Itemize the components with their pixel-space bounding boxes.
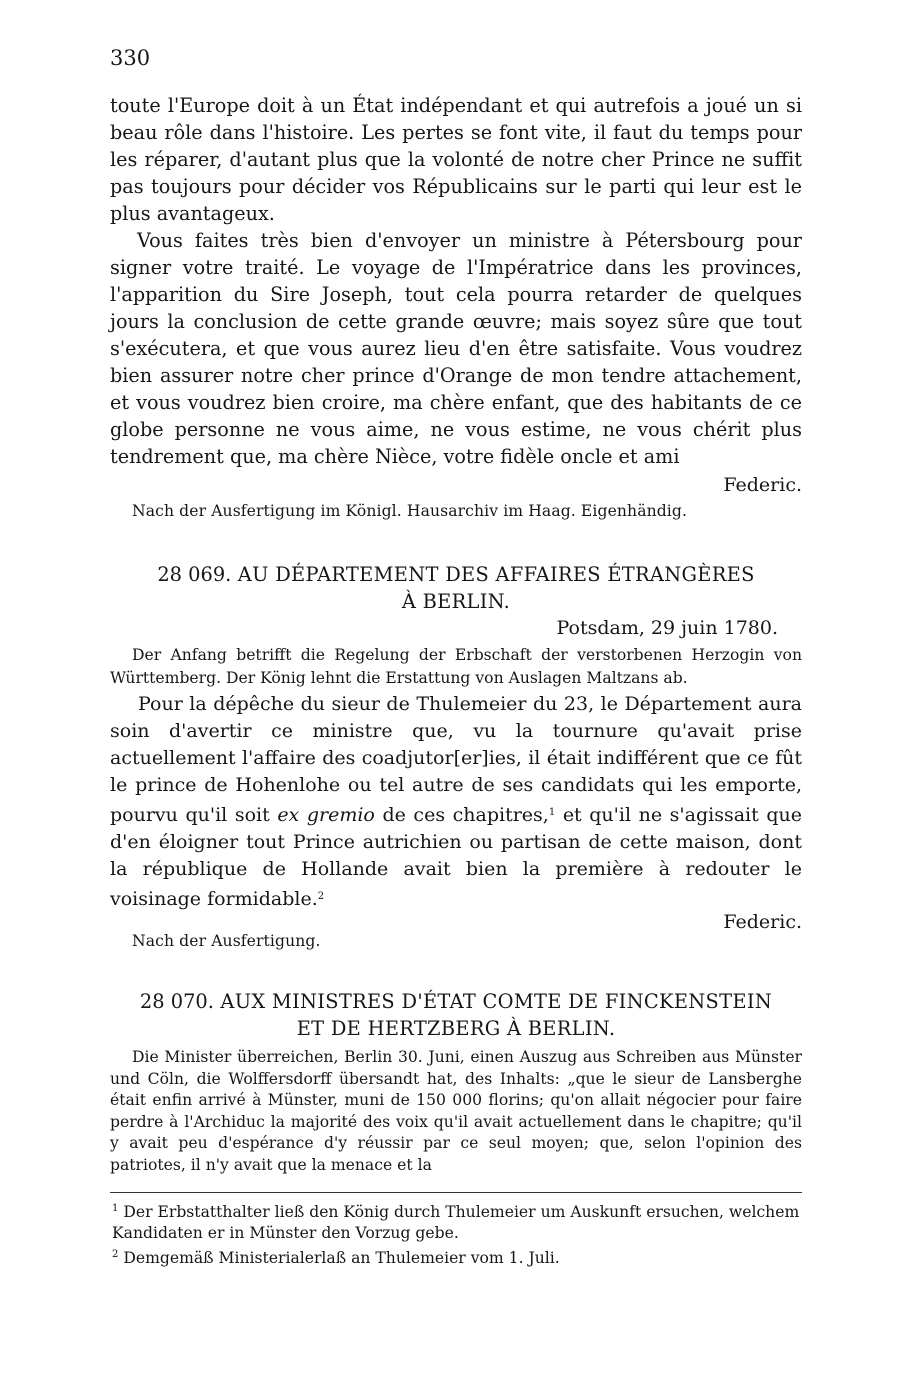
dateline: Potsdam, 29 juin 1780.: [556, 617, 778, 639]
document-summary-28069: [110, 644, 802, 690]
page-number: 330: [110, 46, 151, 70]
footnote-1: [112, 1198, 802, 1244]
document-heading-28070: [110, 988, 802, 1042]
document-signature-28069: Federic.: [723, 911, 802, 933]
body-text-3: et qu'il ne s'agissait que d'en éloigner tout Prince autrichien ou partisan de cette maison, dont la république de Hollande avait bien la première à redouter le voisinage formidable.: [110, 804, 802, 910]
footnote-2: [112, 1244, 802, 1269]
footnote-text: Der Erbstatthalter ließ den König durch Thulemeier um Auskunft ersuchen, welchem Kandidaten er in Münster den Vorzug gebe.: [112, 1203, 800, 1242]
letter-paragraph-2: Vous faites très bien d'envoyer un ministre à Pétersbourg pour signer votre traité. Le voyage de l'Impératrice dans les provinces, l'apparition du Sire Joseph, tout cela pourra retarder de quelques jours la conclusion de cette grande œuvre; mais soyez sûre que tout s'exécutera, et que vous aurez lieu d'en être satisfaite. Vous voudrez bien assurer notre cher prince d'Orange de mon tendre attachement, et vous voudrez bien croire, ma chère enfant, que des habitants de ce globe personne ne vous aime, ne vous estime, ne vous chérit plus tendrement que, ma chère Nièce, votre fidèle oncle et ami: [110, 229, 802, 468]
footnote-divider: [110, 1192, 802, 1193]
letter-source-note: Nach der Ausfertigung im Königl. Hausarchiv im Haag. Eigenhändig.: [132, 502, 688, 520]
footnote-ref-2: 2: [317, 891, 325, 902]
body-text-1: Pour la dépêche du sieur de Thulemeier du 23, le Département aura soin d'avertir ce ministre que, vu la tournure qu'avait prise actuellement l'affaire des coadjutor[er]ies, il était indifférent que ce fût le prince de Hohenlohe ou tel autre de ses candidats qui les emporte, pourvu qu'il soit: [110, 693, 802, 826]
heading-line-2: À BERLIN.: [401, 590, 511, 613]
letter-signature: Federic.: [723, 474, 802, 496]
heading-line-1: [110, 988, 802, 1015]
letter-paragraph-1: toute l'Europe doit à un État indépendant et qui autrefois a joué un si beau rôle dans l'histoire. Les pertes se font vite, il faut du temps pour les réparer, d'autant plus que la volonté de notre cher Prince ne suffit pas toujours pour décider vos Républicains sur le parti qui leur est le plus avantageux.: [110, 94, 802, 225]
summary-text: Die Minister überreichen, Berlin 30. Juni, einen Auszug aus Schreiben aus Münster und Cöln, die Wolffersdorff übersandt hat, des Inhalts: „que le sieur de Lansberghe était enfin arrivé à Münster, muni de 150 000 florins; qu'on allait négocier pour faire perdre à l'Archiduc la majorité des voix qu'il avait actuellement dans le chapitre; qu'il y avait peu d'espérance d'y réussir par ce seul moyen; que, selon l'opinion des patriotes, il n'y avait que la menace et la: [110, 1048, 802, 1174]
heading-line-2: ET DE HERTZBERG À BERLIN.: [296, 1017, 616, 1040]
footnote-text: Demgemäß Ministerialerlaß an Thulemeier vom 1. Juli.: [123, 1249, 560, 1267]
footnote-ref-1: 1: [548, 807, 556, 818]
footnotes: [112, 1198, 802, 1269]
heading-line-1: [110, 561, 802, 588]
footnote-mark: 2: [112, 1249, 119, 1260]
document-number: 28 070.: [139, 990, 214, 1013]
document-body-28069: [110, 691, 802, 913]
document-source-28069: Nach der Ausfertigung.: [132, 932, 321, 950]
heading-text: AU DÉPARTEMENT DES AFFAIRES ÉTRANGÈRES: [237, 563, 755, 586]
body-paragraph: [110, 691, 802, 913]
document-heading-28069: [110, 561, 802, 615]
footnote-mark: 1: [112, 1203, 119, 1214]
heading-text: AUX MINISTRES D'ÉTAT COMTE DE FINCKENSTEIN: [220, 990, 773, 1013]
summary-text: Der Anfang betrifft die Regelung der Erbschaft der verstorbenen Herzogin von Württemberg. Der König lehnt die Erstattung von Auslagen Maltzans ab.: [110, 646, 802, 687]
document-number: 28 069.: [157, 563, 232, 586]
letter-continuation: [110, 92, 802, 470]
body-text-2: de ces chapitres,: [382, 804, 549, 826]
document-summary-28070: [110, 1047, 802, 1176]
body-italic: ex gremio: [277, 804, 375, 826]
